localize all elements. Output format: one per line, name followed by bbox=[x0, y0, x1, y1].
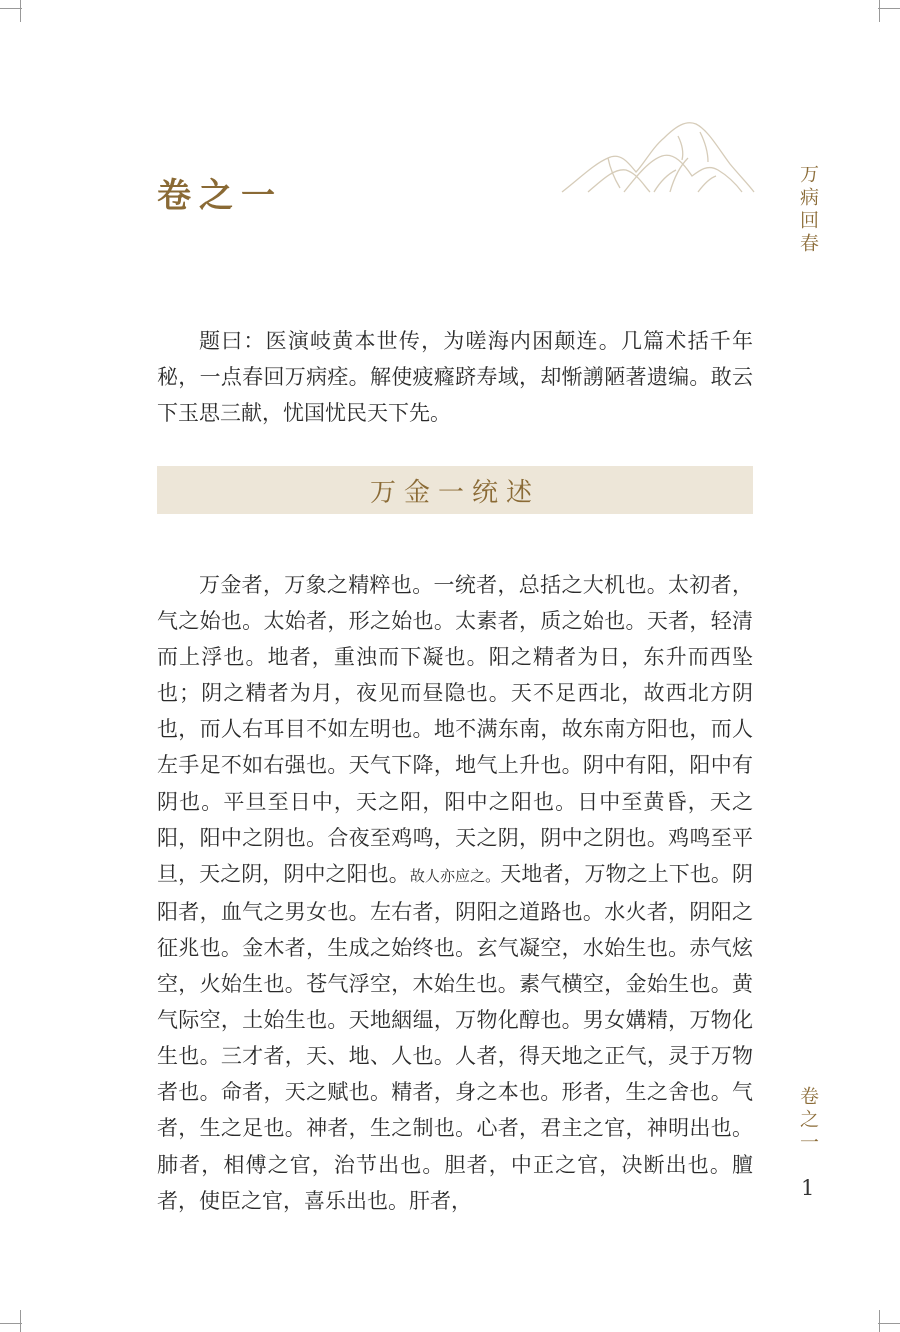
crop-mark-top-right-v bbox=[879, 0, 880, 22]
page-number: 1 bbox=[801, 1176, 815, 1200]
running-book-title: 万病回春 bbox=[797, 164, 819, 256]
inline-note: 故人亦应之。 bbox=[409, 866, 501, 885]
crop-mark-top-left-h bbox=[0, 8, 22, 9]
body-paragraph bbox=[157, 567, 753, 1219]
crop-mark-top-left-v bbox=[20, 0, 21, 22]
opening-poem: 题曰：医演岐黄本世传，为嗟海内困颠连。几篇术括千年秘，一点春回万病痊。解使疲癃跻寿域，却惭謭陋著遗编。敢云下玉思三献，忧国忧民天下先。 bbox=[157, 329, 753, 425]
crop-mark-bottom-left-h bbox=[0, 1323, 22, 1324]
crop-mark-top-right-h bbox=[878, 8, 900, 9]
body-text-part-1: 万金者，万象之精粹也。一统者，总括之大机也。太初者，气之始也。太始者，形之始也。太素者，质之始也。天者，轻清而上浮也。地者，重浊而下凝也。阳之精者为日，东升而西坠也；阴之精者为月，夜见而昼隐也。天不足西北，故西北方阴也，而人右耳目不如左明也。地不满东南，故东南方阳也，而人左手足不如右强也。天气下降，地气上升也。阴中有阳，阳中有阴也。平旦至日中，天之阳，阳中之阳也。日中至黄昏，天之阳，阳中之阴也。合夜至鸡鸣，天之阴，阴中之阴也。鸡鸣至平旦，天之阴，阴中之阳也。 bbox=[157, 573, 753, 886]
body-text-part-2: 天地者，万物之上下也。阴阳者，血气之男女也。左右者，阴阳之道路也。水火者，阴阳之征兆也。金木者，生成之始终也。玄气凝空，水始生也。赤气炫空，火始生也。苍气浮空，木始生也。素气横空，金始生也。黄气际空，土始生也。天地絪缊，万物化醇也。男女媾精，万物化生也。三才者，天、地、人也。人者，得天地之正气，灵于万物者也。命者，天之赋也。精者，身之本也。形者，生之舍也。气者，生之足也。神者，生之制也。心者，君主之官，神明出也。肺者，相傅之官，治节出也。胆者，中正之官，决断出也。膻者，使臣之官，喜乐出也。肝者， bbox=[157, 861, 754, 1213]
running-chapter-title: 卷之一 bbox=[797, 1086, 819, 1155]
section-title: 万金一统述 bbox=[369, 477, 540, 508]
crop-mark-bottom-left-v bbox=[20, 1310, 21, 1332]
crop-mark-bottom-right-v bbox=[879, 1310, 880, 1332]
section-banner bbox=[157, 466, 753, 514]
mountain-line-art-icon bbox=[558, 118, 756, 198]
crop-mark-bottom-right-h bbox=[878, 1323, 900, 1324]
chapter-title: 卷之一 bbox=[157, 175, 283, 216]
